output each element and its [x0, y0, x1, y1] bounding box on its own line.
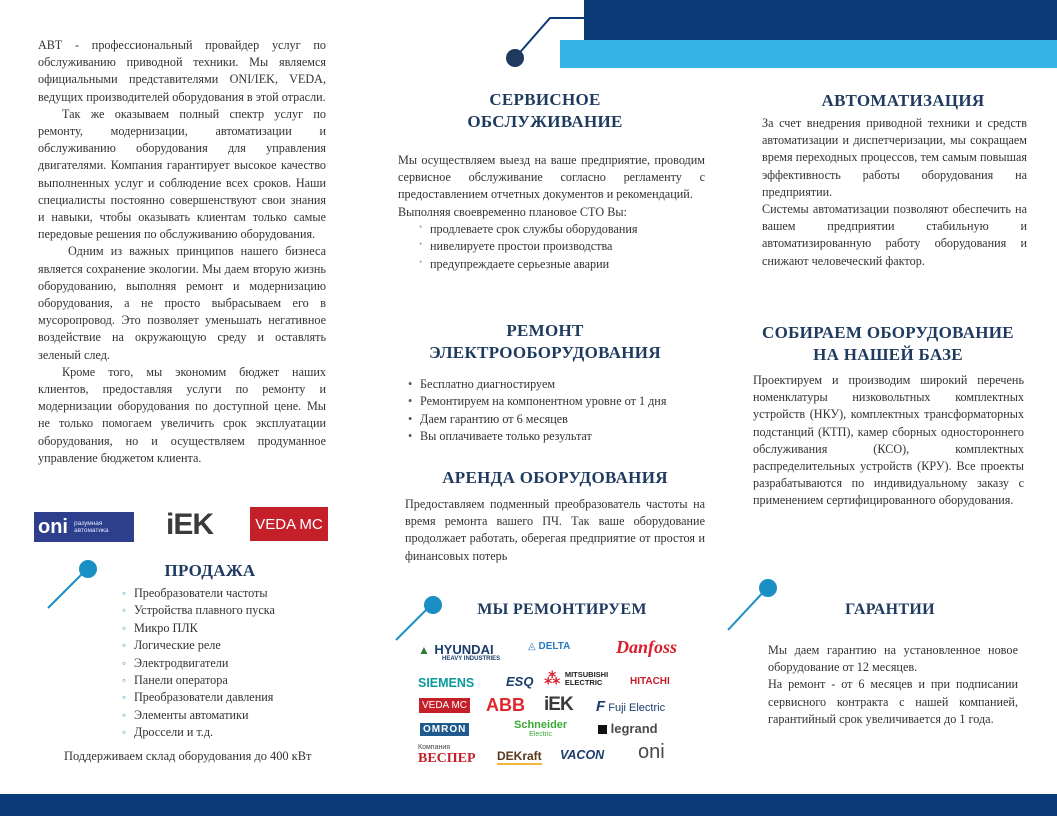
veda-logo: VEDA MC: [250, 507, 328, 541]
mitsubishi-wordmark: [565, 671, 608, 687]
hyundai-triangle-icon: ▲: [418, 643, 430, 657]
delta-triangle-icon: ◬: [528, 641, 536, 652]
list-item: ◦ Элементы автоматики: [122, 707, 362, 724]
we-repair-title: МЫ РЕМОНТИРУЕМ: [477, 601, 647, 618]
service-paragraph: Мы осуществляем выезд на ваше предприятие, проводим сервисное обслуживание согласно регламенту с предоставлением отчетных документов и рекомендаций.: [398, 153, 705, 202]
oni-logo: [34, 512, 134, 542]
automation-body: [762, 115, 1027, 270]
assembly-title-line-2: НА НАШЕЙ БАЗЕ: [813, 345, 963, 364]
list-item: • Вы оплачиваете только результат: [408, 428, 708, 445]
schneider-line-1: Schneider: [514, 719, 568, 731]
siemens-logo: SIEMENS: [418, 676, 475, 690]
schneider-line-2: Electric: [529, 731, 553, 738]
mitsubishi-line-1: MITSUBISHI: [564, 670, 609, 679]
list-item: ◦ Преобразователи давления: [122, 689, 362, 706]
legrand-square-icon: [598, 725, 607, 734]
list-item: ◦ Электродвигатели: [122, 655, 362, 672]
service-body: [398, 152, 705, 273]
fuji-wordmark: Fuji Electric: [608, 702, 666, 714]
list-item: • Бесплатно диагностируем: [408, 376, 708, 393]
brand-logos: [410, 632, 710, 772]
sales-note: Поддерживаем склад оборудования до 400 кВт: [64, 749, 312, 763]
fuji-logo: [596, 698, 665, 715]
guarantee-paragraph-2: На ремонт - от 6 месяцев и при подписании сервисного контракта с нашей компанией, гарантийный срок увеличивается до 1 года.: [768, 677, 1018, 726]
list-item: · нивелируете простои производства: [418, 238, 705, 255]
intro-column: [38, 37, 326, 467]
list-item: ◦ Панели оператора: [122, 672, 362, 689]
sales-dot: [79, 560, 97, 578]
abb-logo: ABB: [486, 695, 525, 715]
list-item: ◦ Дроссели и т.д.: [122, 724, 362, 741]
sales-list: [122, 585, 362, 742]
repair-list: [408, 376, 708, 446]
service-list: [418, 221, 705, 273]
repair-brands-dot: [424, 596, 442, 614]
list-item: ◦ Логические реле: [122, 637, 362, 654]
automation-paragraph-2: Системы автоматизации позволяют обеспечить на вашем предприятии стабильную и автоматизированную работу оборудования и снижают человеческий фактор.: [762, 202, 1027, 268]
sales-title: ПРОДАЖА: [164, 561, 256, 580]
automation-paragraph-1: За счет внедрения приводной техники и средств автоматизации и диспетчеризации, мы сокращаем время переходных процессов, тем самым повышая эффективность работы оборудования на предприятии.: [762, 116, 1027, 199]
list-item: • Ремонтируем на компонентном уровне от 1 дня: [408, 393, 708, 410]
list-item: • Даем гарантию от 6 месяцев: [408, 411, 708, 428]
delta-wordmark: DELTA: [538, 641, 571, 652]
assembly-text: Проектируем и производим широкий перечень номенклатуры низковольтных комплектных устройств (НКУ), комплектных трансформаторных подстанций (КТП), камер сборных одностороннего обслуживания (КСО), комплектных распределительных устройств (КРУ). Все проекты разрабатываются по индивидуальному заказу с применением сертифицированного оборудования.: [753, 373, 1024, 508]
guarantee-body: [768, 642, 1018, 728]
guarantee-dot: [759, 579, 777, 597]
list-item: ◦ Преобразователи частоты: [122, 585, 362, 602]
legrand-logo: [598, 721, 658, 736]
danfoss-logo: Danfoss: [616, 637, 678, 657]
list-item: ◦ Микро ПЛК: [122, 620, 362, 637]
iek-small-logo: iEK: [544, 694, 573, 715]
rent-title: АРЕНДА ОБОРУДОВАНИЯ: [442, 468, 668, 487]
guarantee-title: ГАРАНТИИ: [845, 601, 935, 618]
list-item: · предупреждаете серьезные аварии: [418, 256, 705, 273]
iek-logo: iEK: [166, 508, 214, 541]
list-item: ◦ Устройства плавного пуска: [122, 602, 362, 619]
automation-title: АВТОМАТИЗАЦИЯ: [821, 91, 985, 110]
vesper-wordmark: ВЕСПЕР: [418, 751, 476, 766]
oni-small-logo: oni: [638, 741, 665, 763]
mitsubishi-line-2: ELECTRIC: [564, 678, 603, 687]
delta-logo: [528, 641, 570, 652]
service-title-line-1: СЕРВИСНОЕ: [489, 90, 601, 109]
mitsubishi-logo: [544, 669, 608, 689]
intro-paragraph-4: Кроме того, мы экономим бюджет наших клиентов, предоставляя услуги по ремонту и модернизации оборудования по доступной цене. Мы не только помогаем увеличить срок эксплуатации оборудования, но и осуществляем продуманное управление бюджетом клиента.: [38, 364, 326, 465]
hyundai-wordmark: HYUNDAI: [434, 642, 494, 657]
dekraft-logo: DEKraft: [497, 749, 542, 763]
hyundai-subtitle: HEAVY INDUSTRIES: [442, 656, 501, 662]
esq-logo: ESQ: [506, 674, 534, 689]
intro-paragraph-3: Одним из важных принципов нашего бизнеса является сохранение экологии. Мы даем вторую жизнь оборудованию, выполняя ремонт и модернизацию оборудования, а не просто выбрасываем его в мусоропровод. Это позволяет уменьшать негативное воздействие на окружающую среду и оставлять зеленый след.: [38, 244, 326, 362]
header-dot: [506, 49, 524, 67]
vacon-logo: VACON: [560, 748, 605, 762]
hitachi-logo: HITACHI: [630, 676, 670, 687]
vesper-logo: [418, 742, 476, 764]
hyundai-logo: [418, 641, 500, 662]
repair-title-line-1: РЕМОНТ: [506, 321, 584, 340]
vesper-company-label: Компания: [418, 744, 451, 751]
intro-paragraph-1: АВТ - профессиональный провайдер услуг по обслуживанию приводной техники. Мы являемся официальными представителями ONI/IEK, VEDA, ведущих производителей оборудования в этой отрасли.: [38, 38, 326, 104]
oni-logo-tagline: [74, 520, 109, 534]
repair-title: [400, 320, 690, 364]
repair-title-line-2: ЭЛЕКТРООБОРУДОВАНИЯ: [429, 343, 661, 362]
guarantee-paragraph-1: Мы даем гарантию на установленное новое оборудование от 12 месяцев.: [768, 643, 1018, 675]
schneider-logo: [514, 720, 567, 740]
intro-paragraph-2: Так же оказываем полный спектр услуг по ремонту, модернизации, автоматизации и обслуживанию оборудования для управления двигателями. Компания гарантирует высокое качество выполненных услуг и соблюдение всех сроков. Наши специалисты постоянно совершенствуют свои знания и навыки, чтобы оказывать клиентам только самые передовые решения по обслуживанию оборудования.: [38, 106, 326, 242]
service-title-line-2: ОБСЛУЖИВАНИЕ: [467, 112, 623, 131]
legrand-wordmark: legrand: [610, 721, 658, 736]
veda-small-logo: VEDA MC: [419, 698, 470, 713]
list-item: · продлеваете срок службы оборудования: [418, 221, 705, 238]
omron-logo: OMRON: [420, 723, 469, 736]
oni-logo-wordmark: oni: [38, 515, 68, 538]
oni-tagline-line-1: разумная: [74, 520, 103, 527]
rent-text: Предоставляем подменный преобразователь частоты на время ремонта вашего ПЧ. Так ваше оборудование продолжает работать, оберегая предприятие от простоя и финансовых потерь: [405, 497, 705, 563]
assembly-title-line-1: СОБИРАЕМ ОБОРУДОВАНИЕ: [762, 323, 1014, 342]
mitsubishi-diamonds-icon: ⁂: [544, 671, 561, 688]
service-title: [420, 89, 670, 133]
assembly-title: [752, 322, 1024, 366]
fuji-f-icon: F: [596, 698, 606, 715]
service-lead: Выполняя своевременно плановое СТО Вы:: [398, 204, 627, 219]
oni-tagline-line-2: автоматика: [74, 527, 109, 534]
